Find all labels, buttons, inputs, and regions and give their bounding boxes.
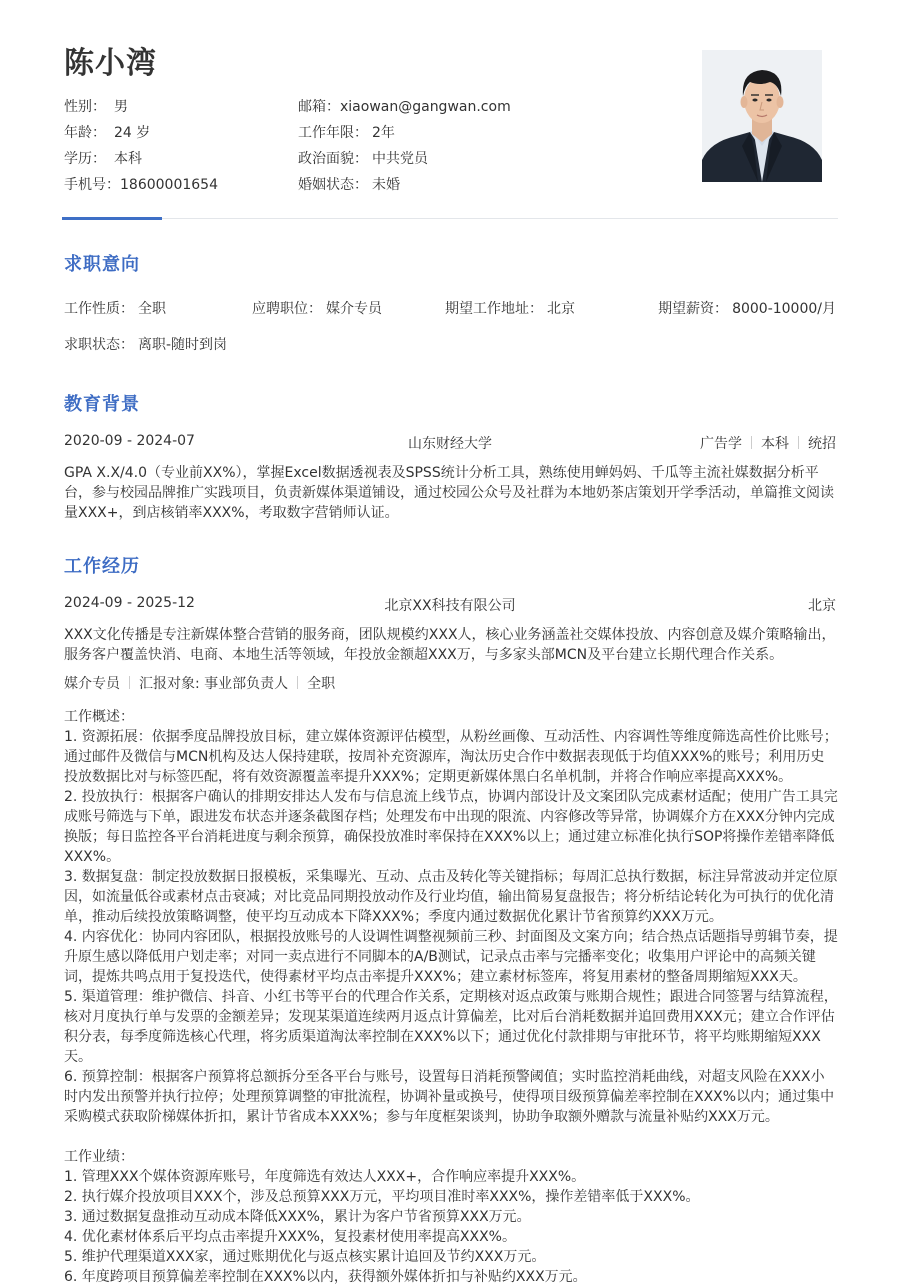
marital-row — [298, 174, 400, 194]
work-role: 媒介专员 — [64, 676, 120, 692]
gender-row — [64, 96, 128, 116]
email-label: 邮箱： — [298, 99, 340, 115]
result-item: 6. 年度跨项目预算偏差率控制在XXX%以内，获得额外媒体折扣与补贴约XXX万元。 — [64, 1269, 587, 1285]
duty-item: 3. 数据复盘：制定投放数据日报模板，采集曝光、互动、点击及转化等关键指标；每周汇总执行数据，标注异常波动并定位原因，如流量低谷或素材点击衰减；对比竞品同期投放动作及行业均值，输出简易复盘报告；将分析结论转化为可执行的优化清单，推动后续投放策略调整，使平均互动成本下降XXX%；季度内通过数据优化累计节省预算约XXX万元。 — [64, 869, 838, 925]
intent-status — [64, 334, 227, 354]
marital-value: 未婚 — [372, 177, 400, 193]
education-row — [64, 148, 142, 168]
intent-location — [445, 298, 575, 318]
results-label: 工作业绩： — [64, 1149, 134, 1165]
company-intro: XXX文化传播是专注新媒体整合营销的服务商，团队规模约XXX人，核心业务涵盖社交媒体投放、内容创意及媒介策略输出，服务客户覆盖快消、电商、本地生活等领域，年投放金额超XXX万，与多家头部MCN及平台建立长期代理合作关系。 — [64, 627, 836, 663]
politics-value: 中共党员 — [372, 151, 428, 167]
intent-salary-label: 期望薪资： — [658, 301, 729, 317]
avatar-portrait — [702, 50, 822, 182]
work-city: 北京 — [808, 598, 836, 614]
duty-item: 1. 资源拓展：依据季度品牌投放目标，建立媒体资源评估模型，从粉丝画像、互动活性、内容调性等维度筛选高性价比账号；通过邮件及微信与MCN机构及达人保持建联，按周补充资源库，淘汰历史合作中数据表现低于均值XXX%的账号；利用历史投放数据比对与标签匹配，将有效资源覆盖率提升XXX%；定期更新媒体黑白名单机制，并将合作响应率提高XXX%。 — [64, 729, 838, 785]
email-row — [298, 96, 511, 116]
intent-location-label: 期望工作地址： — [445, 301, 543, 317]
work-report: 汇报对象: 事业部负责人 — [139, 676, 289, 692]
tag-separator — [129, 676, 130, 689]
result-item: 2. 执行媒介投放项目XXX个，涉及总预算XXX万元，平均项目准时率XXX%，操作差错率低于XXX%。 — [64, 1189, 700, 1205]
phone-row — [64, 174, 218, 194]
education-description: GPA X.X/4.0（专业前XX%），掌握Excel数据透视表及SPSS统计分析工具，熟练使用蝉妈妈、千瓜等主流社媒数据分析平台，参与校园品牌推广实践项目，负责新媒体渠道铺设，通过校园公众号及社群为本地奶茶店策划开学季活动，单篇推文阅读量XXX+，到店核销率XXX%，考取数字营销师认证。 — [64, 465, 834, 521]
intent-type-label: 工作性质： — [64, 301, 134, 317]
education-value: 本科 — [114, 151, 142, 167]
work-employment: 全职 — [307, 676, 336, 692]
intent-type — [64, 298, 166, 318]
education-tags — [700, 433, 836, 453]
age-row — [64, 122, 150, 142]
intent-position-label: 应聘职位： — [252, 301, 322, 317]
spacer — [64, 1127, 838, 1147]
politics-row — [298, 148, 428, 168]
phone-label: 手机号： — [64, 177, 120, 193]
education-mode: 统招 — [808, 436, 836, 452]
gender-label: 性别： — [64, 99, 106, 115]
duty-item: 2. 投放执行：根据客户确认的排期安排达人发布与信息流上线节点，协调内部设计及文案团队完成素材适配；使用广告工具完成账号筛选与下单，跟进发布状态并逐条截图存档；处理发布中出现的限流、内容修改等异常，协调媒介方在XXX分钟内完成换版；每日监控各平台消耗进度与剩余预算，确保投放准时率保持在XXX%以上；通过建立标准化执行SOP将操作差错率降低XXX%。 — [64, 789, 838, 865]
intent-type-value: 全职 — [138, 301, 166, 317]
work-details — [64, 707, 838, 1287]
intent-section-title: 求职意向 — [64, 254, 140, 275]
years-row — [298, 122, 395, 142]
work-company: 北京XX科技有限公司 — [384, 598, 516, 614]
intent-position-value: 媒介专员 — [326, 301, 382, 317]
work-section-title: 工作经历 — [64, 556, 140, 577]
overview-label: 工作概述： — [64, 709, 134, 725]
tag-separator — [751, 436, 752, 449]
tag-separator — [297, 676, 298, 689]
politics-label: 政治面貌： — [298, 151, 368, 167]
result-item: 3. 通过数据复盘推动互动成本降低XXX%，累计为客户节省预算XXX万元。 — [64, 1209, 531, 1225]
intent-status-value: 离职-随时到岗 — [138, 337, 228, 353]
phone-value: 18600001654 — [120, 177, 218, 193]
marital-label: 婚姻状态： — [298, 177, 368, 193]
education-degree: 本科 — [761, 436, 789, 452]
intent-location-value: 北京 — [547, 301, 575, 317]
result-item: 1. 管理XXX个媒体资源库账号，年度筛选有效达人XXX+，合作响应率提升XXX%。 — [64, 1169, 586, 1185]
work-period: 2024-09 - 2025-12 — [64, 595, 195, 611]
education-school: 山东财经大学 — [408, 436, 492, 452]
result-item: 4. 优化素材体系后平均点击率提升XXX%，复投素材使用率提高XXX%。 — [64, 1229, 516, 1245]
result-item: 5. 维护代理渠道XXX家，通过账期优化与返点核实累计追回及节约XXX万元。 — [64, 1249, 546, 1265]
education-label: 学历： — [64, 151, 106, 167]
intent-salary-value: 8000-10000/月 — [732, 301, 836, 317]
intent-status-label: 求职状态： — [64, 337, 134, 353]
tag-separator — [798, 436, 799, 449]
education-major: 广告学 — [700, 436, 742, 452]
gender-value: 男 — [114, 99, 128, 115]
header-divider-accent — [62, 217, 162, 220]
duty-item: 5. 渠道管理：维护微信、抖音、小红书等平台的代理合作关系，定期核对返点政策与账期合规性；跟进合同签署与结算流程，核对月度执行单与发票的金额差异；发现某渠道连续两月返点计算偏差，比对后台消耗数据并追回费用XXX元；建立合作评估积分表，每季度筛选核心代理，将劣质渠道淘汰率控制在XXX%以下；通过优化付款排期与审批环节，将平均账期缩短XXX天。 — [64, 989, 838, 1065]
duty-item: 4. 内容优化：协同内容团队，根据投放账号的人设调性调整视频前三秒、封面图及文案方向；结合热点话题指导剪辑节奏，提升原生感以降低用户划走率；对同一卖点进行不同脚本的A/B测试，记录点击率与完播率变化；收集用户评论中的高频关键词，提炼共鸣点用于复投迭代，使得素材平均点击率提升XXX%；建立素材标签库，将复用素材的整备周期缩短XXX天。 — [64, 929, 838, 985]
age-value: 24 岁 — [114, 125, 151, 141]
education-period: 2020-09 - 2024-07 — [64, 433, 195, 449]
intent-salary — [658, 298, 836, 318]
profile-photo — [702, 50, 822, 182]
education-section-title: 教育背景 — [64, 394, 140, 415]
age-label: 年龄： — [64, 125, 106, 141]
years-value: 2年 — [372, 125, 395, 141]
candidate-name: 陈小湾 — [64, 46, 157, 81]
intent-position — [252, 298, 382, 318]
header-divider — [64, 218, 838, 219]
years-label: 工作年限： — [298, 125, 368, 141]
duty-item: 6. 预算控制：根据客户预算将总额拆分至各平台与账号，设置每日消耗预警阈值；实时监控消耗曲线，对超支风险在XXX小时内发出预警并执行拉停；处理预算调整的审批流程，协调补量或换号，使得项目级预算偏差率控制在XXX%以内；通过集中采购模式获取阶梯媒体折扣，累计节省成本XXX%；参与年度框架谈判，协助争取额外赠款与流量补贴约XXX万元。 — [64, 1069, 835, 1125]
email-value[interactable]: xiaowan@gangwan.com — [340, 99, 511, 115]
work-role-tags — [64, 673, 335, 693]
